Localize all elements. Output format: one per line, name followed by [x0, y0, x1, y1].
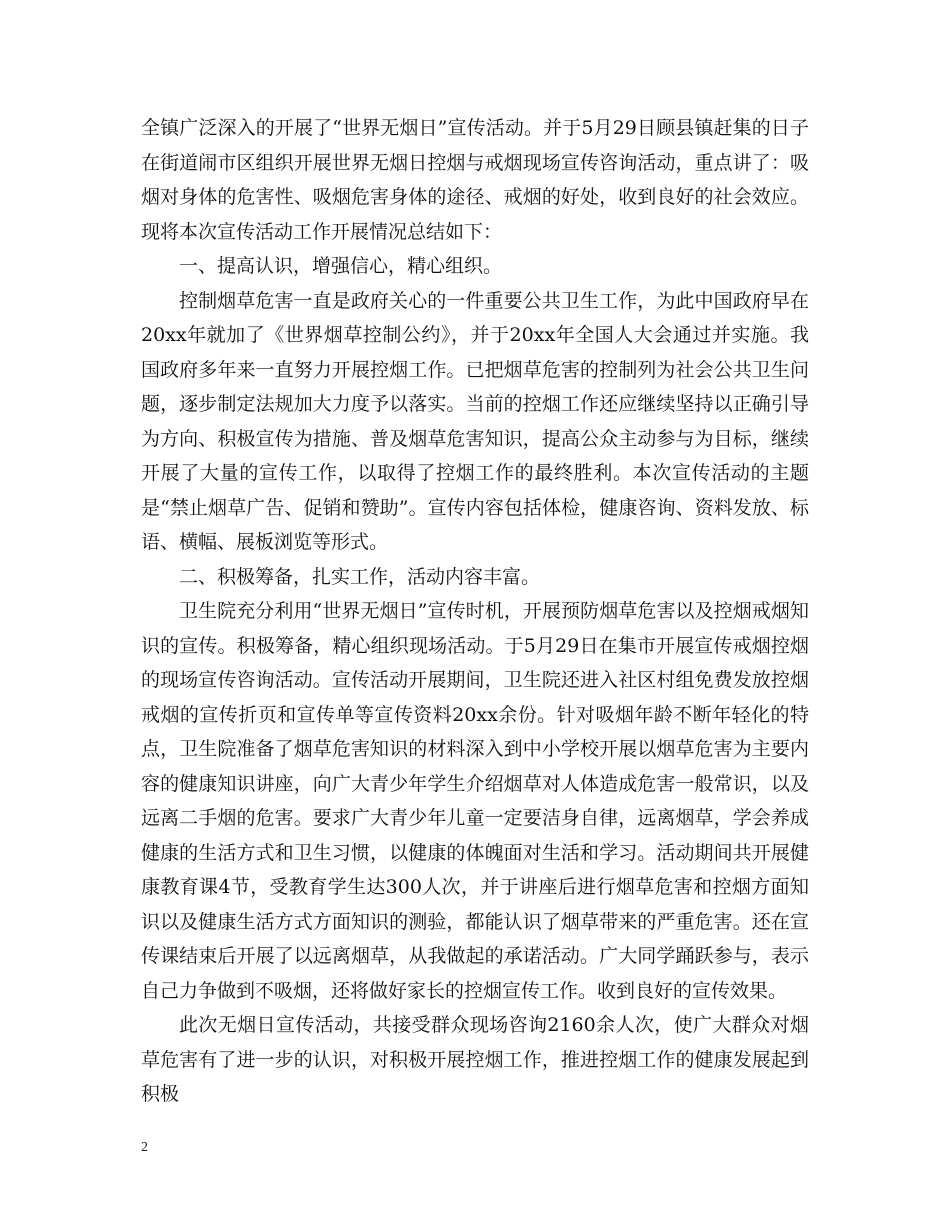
section-heading-2: 二、积极筹备，扎实工作，活动内容丰富。 [179, 565, 541, 588]
paragraph-summary: 此次无烟日宣传活动，共接受群众现场咨询2160余人次，使广大群众对烟草危害有了进一步的认识，对积极开展控烟工作，推进控烟工作的健康发展起到积极 [141, 1014, 809, 1105]
paragraph-intro: 全镇广泛深入的开展了“世界无烟日”宣传活动。并于5月29日顾县镇赶集的日子在街道闹市区组织开展世界无烟日控烟与戒烟现场宣传咨询活动，重点讲了：吸烟对身体的危害性、吸烟危害身体的途径、戒烟的好处，收到良好的社会效应。现将本次宣传活动工作开展情况总结如下： [141, 117, 809, 243]
section-heading-1: 一、提高认识，增强信心，精心组织。 [179, 255, 503, 277]
document-body [141, 111, 809, 1112]
paragraph-section-1: 控制烟草危害一直是政府关心的一件重要公共卫生工作，为此中国政府早在20xx年就加了《世界烟草控制公约》，并于20xx年全国人大会通过并实施。我国政府多年来一直努力开展控烟工作。已把烟草危害的控制列为社会公共卫生问题，逐步制定法规加大力度予以落实。当前的控烟工作还应继续坚持以正确引导为方向、积极宣传为措施、普及烟草危害知识，提高公众主动参与为目标，继续开展了大量的宣传工作，以取得了控烟工作的最终胜利。本次宣传活动的主题是“禁止烟草广告、促销和赞助”。宣传内容包括体检，健康咨询、资料发放、标语、横幅、展板浏览等形式。 [141, 289, 809, 553]
paragraph-section-2: 卫生院充分利用“世界无烟日”宣传时机，开展预防烟草危害以及控烟戒烟知识的宣传。积极筹备，精心组织现场活动。于5月29日在集市开展宣传戒烟控烟的现场宣传咨询活动。宣传活动开展期间，卫生院还进入社区村组免费发放控烟戒烟的宣传折页和宣传单等宣传资料20xx余份。针对吸烟年龄不断年轻化的特点，卫生院准备了烟草危害知识的材料深入到中小学校开展以烟草危害为主要内容的健康知识讲座，向广大青少年学生介绍烟草对人体造成危害一般常识，以及远离二手烟的危害。要求广大青少年儿童一定要洁身自律，远离烟草，学会养成健康的生活方式和卫生习惯，以健康的体魄面对生活和学习。活动期间共开展健康教育课4节，受教育学生达300人次，并于讲座后进行烟草危害和控烟方面知识以及健康生活方式方面知识的测验，都能认识了烟草带来的严重危害。还在宣传课结束后开展了以远离烟草，从我做起的承诺活动。广大同学踊跃参与，表示自己力争做到不吸烟，还将做好家长的控烟宣传工作。收到良好的宣传效果。 [141, 600, 809, 1002]
page-number: 2 [141, 1140, 148, 1155]
